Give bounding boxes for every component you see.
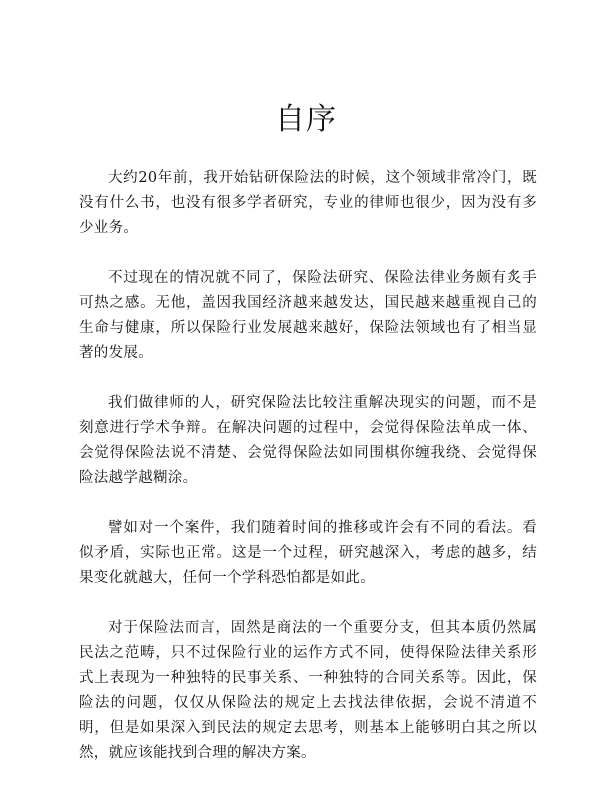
body-text <box>79 166 537 791</box>
paragraph-3: 我们做律师的人，研究保险法比较注重解决现实的问题，而不是刻意进行学术争辩。在解决问题的过程中，会觉得保险法单成一体、会觉得保险法说不清楚、会觉得保险法如同围棋你缠我绕、会觉得保险法越学越糊涂。 <box>79 395 537 486</box>
page-title: 自序 <box>275 102 337 137</box>
paragraph-2: 不过现在的情况就不同了，保险法研究、保险法律业务颇有炙手可热之感。无他，盖因我国经济越来越发达，国民越来越重视自己的生命与健康，所以保险行业发展越来越好，保险法领域也有了相当显著的发展。 <box>79 270 537 361</box>
paragraph-4: 譬如对一个案件，我们随着时间的推移或许会有不同的看法。看似矛盾，实际也正常。这是一个过程，研究越深入，考虑的越多，结果变化就越大，任何一个学科恐怕都是如此。 <box>79 520 537 586</box>
paragraph-1: 大约20年前，我开始钻研保险法的时候，这个领域非常冷门，既没有什么书，也没有很多学者研究，专业的律师也很少，因为没有多少业务。 <box>79 170 537 236</box>
paragraph-5: 对于保险法而言，固然是商法的一个重要分支，但其本质仍然属民法之范畴，只不过保险行业的运作方式不同，使得保险法律关系形式上表现为一种独特的民事关系、一种独特的合同关系等。因此，保险法的问题，仅仅从保险法的规定上去找法律依据，会说不清道不明，但是如果深入到民法的规定去思考，则基本上能够明白其之所以然，就应该能找到合理的解决方案。 <box>79 620 537 761</box>
